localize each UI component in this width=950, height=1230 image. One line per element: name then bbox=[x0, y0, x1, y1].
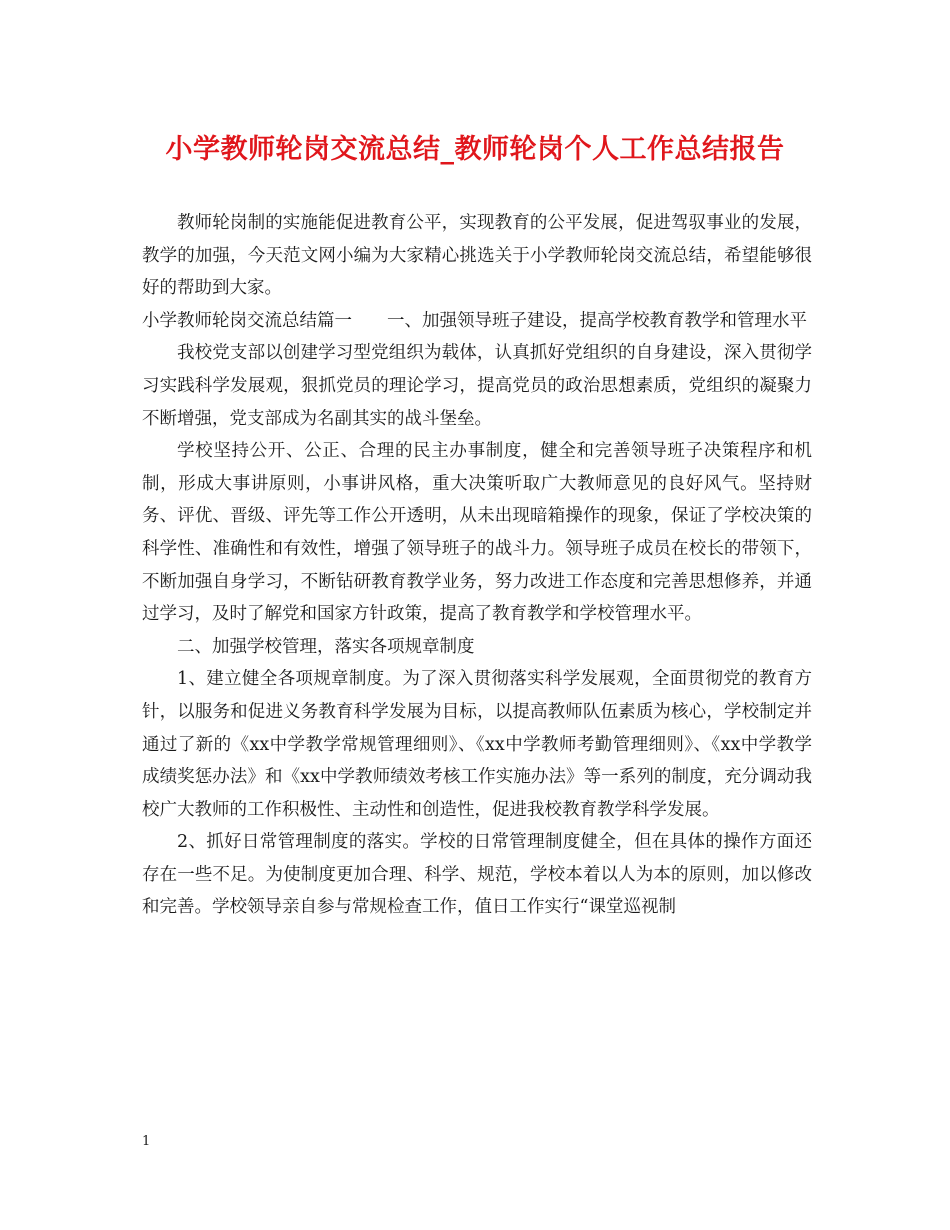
paragraph-democratic-system: 学校坚持公开、公正、合理的民主办事制度，健全和完善领导班子决策程序和机制，形成大事讲原则，小事讲风格，重大决策听取广大教师意见的良好风气。坚持财务、评优、晋级、评先等工作公开透明，从未出现暗箱操作的现象，保证了学校决策的科学性、准确性和有效性，增强了领导班子的战斗力。领导班子成员在校长的带领下，不断加强自身学习，不断钻研教育教学业务，努力改进工作态度和完善思想修养，并通过学习，及时了解党和国家方针政策，提高了教育教学和学校管理水平。 bbox=[142, 441, 812, 625]
section-heading-part-two: 二、加强学校管理，落实各项规章制度 bbox=[177, 636, 475, 657]
page-number: 1 bbox=[142, 1134, 151, 1149]
paragraph-daily-management: 2、抓好日常管理制度的落实。学校的日常管理制度健全，但在具体的操作方面还存在一些不足。为使制度更加合理、科学、规范，学校本着以人为本的原则，加以修改和完善。学校领导亲自参与常规检查工作，值日工作实行“课堂巡视制 bbox=[142, 832, 812, 918]
paragraph-rules-system: 1、建立健全各项规章制度。为了深入贯彻落实科学发展观，全面贯彻党的教育方针，以服务和促进义务教育科学发展为目标，以提高教师队伍素质为核心，学校制定并通过了新的《xx中学教学常规管理细则》、《xx中学教师考勤管理细则》、《xx中学教学成绩奖惩办法》和《xx中学教师绩效考核工作实施办法》等一系列的制度，充分调动我校广大教师的工作积极性、主动性和创造性，促进我校教育教学科学发展。 bbox=[142, 669, 812, 820]
paragraph-party-branch: 我校党支部以创建学习型党组织为载体，认真抓好党组织的自身建设，深入贯彻学习实践科学发展观，狠抓党员的理论学习，提高党员的政治思想素质，党组织的凝聚力不断增强，党支部成为名副其实的战斗堡垒。 bbox=[142, 343, 812, 429]
document-body bbox=[142, 207, 812, 924]
paragraph-intro: 教师轮岗制的实施能促进教育公平，实现教育的公平发展，促进驾驭事业的发展，教学的加强，今天范文网小编为大家精心挑选关于小学教师轮岗交流总结，希望能够很好的帮助到大家。 bbox=[142, 213, 812, 299]
document-title: 小学教师轮岗交流总结_教师轮岗个人工作总结报告 bbox=[165, 134, 785, 165]
section-heading-part-one: 小学教师轮岗交流总结篇一 一、加强领导班子建设，提高学校教育教学和管理水平 bbox=[142, 310, 807, 331]
